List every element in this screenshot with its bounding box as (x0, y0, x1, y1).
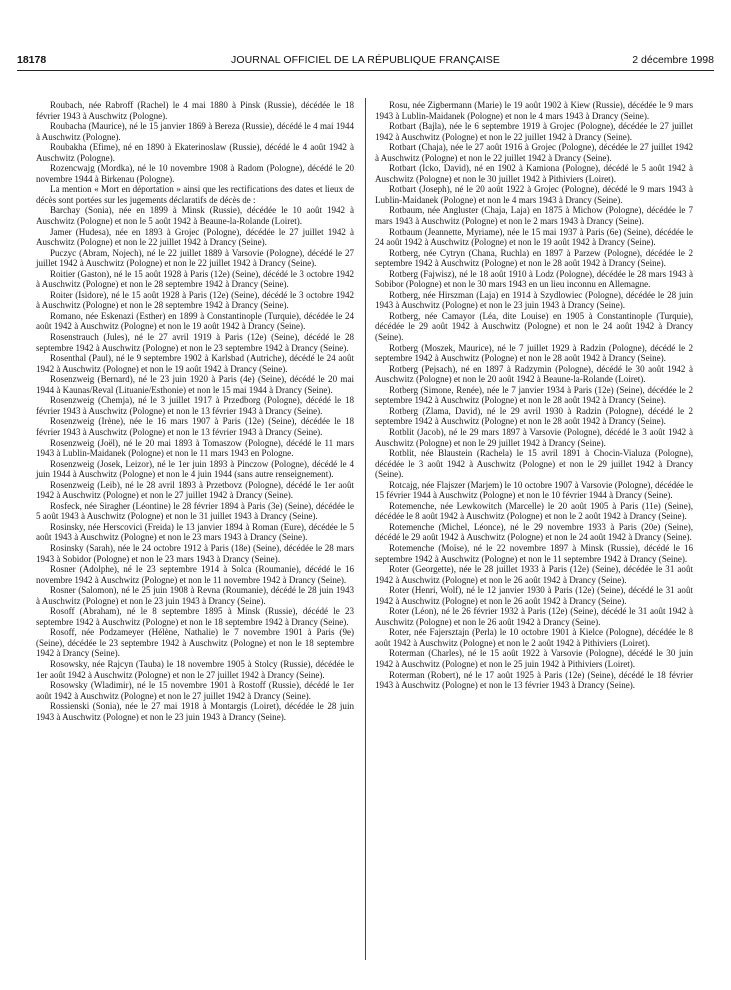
entry-paragraph: Jamer (Hudesa), née en 1893 à Grojec (Pologne), décédée le 27 juillet 1942 à Auschwitz (Pologne) et non le 22 juillet 1942 à Drancy (Seine). (36, 226, 354, 248)
entry-paragraph: Rotcajg, née Flajszer (Marjem) le 10 octobre 1907 à Varsovie (Pologne), décédée le 15 février 1944 à Auschwitz (Pologne) et non le 10 février 1944 à Drancy (Seine). (375, 479, 693, 501)
column-divider (365, 98, 366, 960)
entry-paragraph: Rossienski (Sonia), née le 27 mai 1918 à Montargis (Loiret), décédée le 28 juin 1943 à Auschwitz (Pologne) et non le 23 juin 1943 à Drancy (Seine). (36, 701, 354, 722)
entry-paragraph: Rosenzweig (Joël), né le 20 mai 1893 à Tomaszow (Pologne), décédé le 11 mars 1943 à Lublin-Maidanek (Pologne) et non le 11 mars 1943 en Pologne. (36, 437, 354, 459)
entry-paragraph: Roter (Henri, Wolf), né le 12 janvier 1930 à Paris (12e) (Seine), décédé le 31 août 1942 à Auschwitz (Pologne) et non le 26 août 1942 à Drancy (Seine). (375, 585, 693, 606)
entry-paragraph: Rotblit (Jacob), né le 29 mars 1897 à Varsovie (Pologne), décédé le 3 août 1942 à Auschwitz (Pologne) et non le 29 juillet 1942 à Drancy (Seine). (375, 426, 693, 448)
entry-paragraph: Roitier (Gaston), né le 15 août 1928 à Paris (12e) (Seine), décédé le 3 octobre 1942 à Auschwitz (Pologne) et non le 28 septembre 1942 à Drancy (Seine). (36, 268, 354, 290)
entry-paragraph: Rosenthal (Paul), né le 9 septembre 1902 à Karlsbad (Autriche), décédé le 24 août 1942 à Auschwitz (Pologne) et non le 19 août 1942 à Drancy (Seine). (36, 353, 354, 374)
entry-paragraph: Rotbart (Joseph), né le 20 août 1922 à Grojec (Pologne), décédé le 9 mars 1943 à Lublin-Maidanek (Pologne) et non le 4 mars 1943 à Drancy (Seine). (375, 184, 693, 205)
entry-paragraph: Rotberg, née Hirszman (Laja) en 1914 à Szydlowiec (Pologne), décédée le 28 juin 1943 à Auschwitz (Pologne) et non le 23 juin 1943 à Drancy (Seine). (375, 289, 693, 311)
entry-paragraph: Rotberg (Moszek, Maurice), né le 7 juillet 1929 à Radzin (Pologne), décédé le 2 septembre 1942 à Auschwitz (Pologne) et non le 28 août 1942 à Drancy (Seine). (375, 342, 693, 364)
entry-paragraph: Rosinsky, née Herscovici (Freida) le 13 janvier 1894 à Roman (Eure), décédée le 5 août 1943 à Auschwitz (Pologne) et non le 23 mars 1943 à Drancy (Seine). (36, 521, 354, 543)
entry-paragraph: Rotemenche, née Lewkowitch (Marcelle) le 20 août 1905 à Paris (11e) (Seine), décédée le 8 août 1942 à Auschwitz (Pologne) et non le 2 août 1942 à Drancy (Seine). (375, 500, 693, 522)
entry-paragraph: Rosenzweig (Josek, Leizor), né le 1er juin 1893 à Pinczow (Pologne), décédé le 4 juin 1944 à Auschwitz (Pologne) et non le 4 juin 1944 (sans autre renseignement). (36, 458, 354, 480)
entry-paragraph: Rotberg, née Cytryn (Chana, Ruchla) en 1897 à Parzew (Pologne), décédée le 2 septembre 1942 à Auschwitz (Pologne) et non le 28 août 1942 à Drancy (Seine). (375, 247, 693, 269)
entry-paragraph: Rosowsky, née Rajcyn (Tauba) le 18 novembre 1905 à Stolcy (Russie), décédée le 1er août 1942 à Auschwitz (Pologne) et non le 27 juillet 1942 à Drancy (Seine). (36, 658, 354, 680)
entry-paragraph: Rotberg (Simone, Renée), née le 7 janvier 1934 à Paris (12e) (Seine), décédée le 2 septembre 1942 à Auschwitz (Pologne) et non le 28 août 1942 à Drancy (Seine). (375, 384, 693, 406)
entry-paragraph: Rosenzweig (Irène), née le 16 mars 1907 à Paris (12e) (Seine), décédée le 18 février 1943 à Auschwitz (Pologne) et non le 13 février 1943 à Drancy (Seine). (36, 416, 354, 437)
journal-title: JOURNAL OFFICIEL DE LA RÉPUBLIQUE FRANÇAISE (231, 54, 500, 66)
entry-paragraph: Rosowsky (Wladimir), né le 15 novembre 1901 à Rostoff (Russie), décédé le 1er août 1942 à Auschwitz (Pologne) et non le 27 juillet 1942 à Drancy (Seine). (36, 680, 354, 701)
issue-date: 2 décembre 1998 (632, 54, 714, 66)
right-column (375, 100, 693, 691)
entry-paragraph: Rotberg (Fajwisz), né le 18 août 1910 à Lodz (Pologne), décédée le 28 mars 1943 à Sobibor (Pologne) et non le 30 mars 1943 en un lieu inconnu en Allemagne. (375, 268, 693, 290)
left-column (36, 100, 354, 722)
entry-paragraph: Rosenzweig (Bernard), né le 23 juin 1920 à Paris (4e) (Seine), décédé le 20 mai 1944 à Kaunas/Reval (Lituanie/Esthonie) et non le 15 mai 1944 à Drancy (Seine). (36, 374, 354, 395)
entry-paragraph: Rotemenche (Moïse), né le 22 novembre 1897 à Minsk (Russie), décédé le 16 septembre 1942 à Auschwitz (Pologne) et non le 11 septembre 1942 à Drancy (Seine). (375, 542, 693, 564)
entry-paragraph: Rotemenche (Michel, Léonce), né le 29 novembre 1933 à Paris (20e) (Seine), décédé le 29 août 1942 à Auschwitz (Pologne) et non le 24 août 1942 à Drancy (Seine). (375, 521, 693, 543)
entry-paragraph: Rotberg, née Camayor (Léa, dite Louise) en 1905 à Constantinople (Turquie), décédée le 29 août 1942 à Auschwitz (Pologne) et non le 24 août 1942 à Drancy (Seine). (375, 310, 693, 343)
entry-paragraph: Roubakha (Efime), né en 1890 à Ekaterinoslaw (Russie), décédé le 4 août 1942 à Auschwitz (Pologne). (36, 142, 354, 163)
entry-paragraph: Rosu, née Zigbermann (Marie) le 19 août 1902 à Kiew (Russie), décédée le 9 mars 1943 à Lublin-Maidanek (Pologne) et non le 4 mars 1943 à Drancy (Seine). (375, 100, 693, 121)
header-rule (17, 70, 714, 71)
entry-paragraph: Rotblit, née Blaustein (Rachela) le 15 avril 1891 à Chocin-Vialuza (Pologne), décédée le 3 août 1942 à Auschwitz (Pologne) et non le 29 juillet 1942 à Drancy (Seine). (375, 448, 693, 480)
entry-paragraph: Rosfeck, née Siragher (Léontine) le 28 février 1894 à Paris (3e) (Seine), décédée le 5 août 1943 à Auschwitz (Pologne) et non le 31 juillet 1943 à Drancy (Seine). (36, 500, 354, 522)
entry-paragraph: Rotberg (Pejsach), né en 1897 à Radzymin (Pologne), décédé le 30 août 1942 à Auschwitz (Pologne) et non le 20 août 1942 à Beaune-la-Rolande (Loiret). (375, 363, 693, 385)
entry-paragraph: Roiter (Isidore), né le 15 août 1928 à Paris (12e) (Seine), décédé le 3 octobre 1942 à Auschwitz (Pologne) et non le 28 septembre 1942 à Drancy (Seine). (36, 289, 354, 311)
entry-paragraph: Roter, née Fajersztajn (Perla) le 10 octobre 1901 à Kielce (Pologne), décédée le 8 août 1942 à Auschwitz (Pologne) et non le 2 août 1942 à Pithiviers (Loiret). (375, 627, 693, 648)
page-header (17, 54, 714, 68)
entry-paragraph: Rozencwajg (Mordka), né le 10 novembre 1908 à Radom (Pologne), décédé le 20 novembre 1944 à Birkenau (Pologne). (36, 163, 354, 184)
entry-paragraph: La mention « Mort en déportation » ainsi que les rectifications des dates et lieux de décès sont portées sur les jugements déclaratifs de décès de : (36, 184, 354, 205)
entry-paragraph: Barchay (Sonia), née en 1899 à Minsk (Russie), décédée le 10 août 1942 à Auschwitz (Pologne) et non le 5 août 1942 à Beaune-la-Rolande (Loiret). (36, 205, 354, 227)
entry-paragraph: Roterman (Robert), né le 17 août 1925 à Paris (12e) (Seine), décédé le 18 février 1943 à Auschwitz (Pologne) et non le 13 février 1943 à Drancy (Seine). (375, 669, 693, 691)
entry-paragraph: Rosenstrauch (Jules), né le 27 avril 1919 à Paris (12e) (Seine), décédé le 28 septembre 1942 à Auschwitz (Pologne) et non le 23 septembre 1942 à Drancy (Seine). (36, 332, 354, 353)
page-number: 18178 (17, 54, 47, 66)
entry-paragraph: Rosner (Salomon), né le 25 juin 1908 à Revna (Roumanie), décédé le 28 juin 1943 à Auschwitz (Pologne) et non le 23 juin 1943 à Drancy (Seine). (36, 585, 354, 606)
entry-paragraph: Rosenzweig (Leib), né le 28 avril 1893 à Przetbovz (Pologne), décédé le 1er août 1942 à Auschwitz (Pologne) et non le 27 juillet 1942 à Drancy (Seine). (36, 479, 354, 501)
entry-paragraph: Rotbaum (Jeannette, Myriame), née le 15 mai 1937 à Paris (6e) (Seine), décédée le 24 août 1942 à Auschwitz (Pologne) et non le 19 août 1942 à Drancy (Seine). (375, 226, 693, 248)
entry-paragraph: Roter (Léon), né le 26 février 1932 à Paris (12e) (Seine), décédé le 31 août 1942 à Auschwitz (Pologne) et non le 26 août 1942 à Drancy (Seine). (375, 606, 693, 627)
entry-paragraph: Puczyc (Abram, Nojech), né le 22 juillet 1889 à Varsovie (Pologne), décédé le 27 juillet 1942 à Auschwitz (Pologne) et non le 22 juillet 1942 à Drancy (Seine). (36, 247, 354, 269)
entry-paragraph: Rosner (Adolphe), né le 23 septembre 1914 à Solca (Roumanie), décédé le 16 novembre 1942 à Auschwitz (Pologne) et non le 11 novembre 1942 à Drancy (Seine). (36, 564, 354, 585)
entry-paragraph: Rosinsky (Sarah), née le 24 octobre 1912 à Paris (18e) (Seine), décédée le 28 mars 1943 à Sobidor (Pologne) et non le 23 mars 1943 à Drancy (Seine). (36, 542, 354, 564)
entry-paragraph: Rosoff (Abraham), né le 8 septembre 1895 à Minsk (Russie), décédé le 23 septembre 1942 à Auschwitz (Pologne) et non le 18 septembre 1942 à Drancy (Seine). (36, 606, 354, 627)
entry-paragraph: Romano, née Eskenazi (Esther) en 1899 à Constantinople (Turquie), décédée le 24 août 1942 à Auschwitz (Pologne) et non le 19 août 1942 à Drancy (Seine). (36, 310, 354, 332)
entry-paragraph: Rotberg (Zlama, David), né le 29 avril 1930 à Radzin (Pologne), décédé le 2 septembre 1942 à Auschwitz (Pologne) et non le 28 août 1942 à Drancy (Seine). (375, 405, 693, 427)
entry-paragraph: Rotbart (Icko, David), né en 1902 à Kamiona (Pologne), décédé le 5 août 1942 à Auschwitz (Pologne) et non le 30 juillet 1942 à Pithiviers (Loiret). (375, 163, 693, 184)
entry-paragraph: Roubacha (Maurice), né le 15 janvier 1869 à Bereza (Russie), décédé le 4 mai 1944 à Auschwitz (Pologne). (36, 121, 354, 142)
entry-paragraph: Roterman (Charles), né le 15 août 1922 à Varsovie (Pologne), décédé le 30 juin 1942 à Auschwitz (Pologne) et non le 25 juin 1942 à Pithiviers (Loiret). (375, 648, 693, 669)
entry-paragraph: Rotbaum, née Angluster (Chaja, Laja) en 1875 à Michow (Pologne), décédée le 7 mars 1943 à Auschwitz (Pologne) et non le 2 mars 1943 à Drancy (Seine). (375, 205, 693, 227)
entry-paragraph: Roubach, née Rabroff (Rachel) le 4 mai 1880 à Pinsk (Russie), décédée le 18 février 1943 à Auschwitz (Pologne). (36, 100, 354, 121)
entry-paragraph: Rosoff, née Podzameyer (Hélène, Nathalie) le 7 novembre 1901 à Paris (9e) (Seine), décédée le 23 septembre 1942 à Auschwitz (Pologne) et non le 18 septembre 1942 à Drancy (Seine). (36, 627, 354, 659)
entry-paragraph: Rotbart (Bajla), née le 6 septembre 1919 à Grojec (Pologne), décédée le 27 juillet 1942 à Auschwitz (Pologne) et non le 22 juillet 1942 à Drancy (Seine). (375, 121, 693, 142)
entry-paragraph: Rotbart (Chaja), née le 27 août 1916 à Grojec (Pologne), décédée le 27 juillet 1942 à Auschwitz (Pologne) et non le 22 juillet 1942 à Drancy (Seine). (375, 142, 693, 163)
entry-paragraph: Roter (Georgette), née le 28 juillet 1933 à Paris (12e) (Seine), décédée le 31 août 1942 à Auschwitz (Pologne) et non le 26 août 1942 à Drancy (Seine). (375, 564, 693, 585)
entry-paragraph: Rosenzweig (Chemja), né le 3 juillet 1917 à Przedborg (Pologne), décédé le 18 février 1943 à Auschwitz (Pologne) et non le 13 février 1943 à Drancy (Seine). (36, 395, 354, 416)
